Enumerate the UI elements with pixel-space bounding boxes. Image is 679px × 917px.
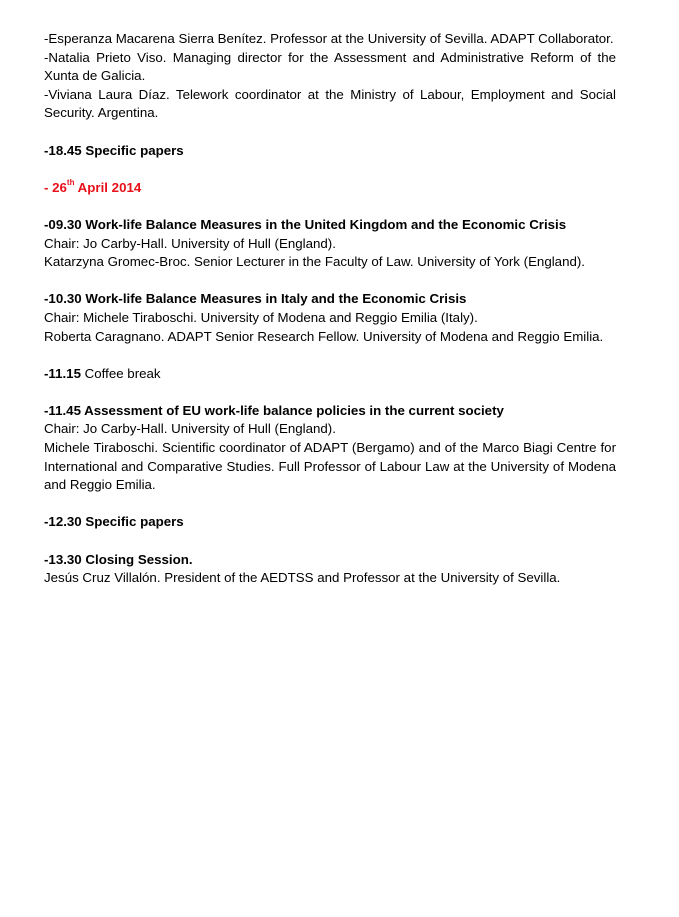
speaker-entry: -Natalia Prieto Viso. Managing director for the Assessment and Administrative Reform of the Xunta de Galicia.: [44, 49, 616, 84]
closing-session-title: -13.30 Closing Session.: [44, 551, 193, 567]
document-page: [44, 30, 616, 588]
session-speaker: Katarzyna Gromec-Broc. Senior Lecturer in the Faculty of Law. University of York (England).: [44, 254, 585, 270]
session-speaker: Michele Tiraboschi. Scientific coordinator of ADAPT (Bergamo) and of the Marco Biagi Centre for International and Comparative Studies. Full Professor of Labour Law at the University of Modena and Reggio Emilia.: [44, 440, 616, 493]
date-prefix: - 26: [44, 179, 67, 195]
session-speaker: Roberta Caragnano. ADAPT Senior Research Fellow. University of Modena and Reggio Emilia.: [44, 328, 604, 344]
date-heading: [44, 179, 616, 198]
session-chair: Chair: Jo Carby-Hall. University of Hull (England).: [44, 235, 336, 251]
speaker-entry: -Esperanza Macarena Sierra Benítez. Professor at the University of Sevilla. ADAPT Collaborator.: [44, 31, 614, 46]
closing-session-speaker: Jesús Cruz Villalón. President of the AEDTSS and Professor at the University of Sevilla.: [44, 570, 561, 586]
session-chair: Chair: Jo Carby-Hall. University of Hull (England).: [44, 421, 336, 437]
session-title: -10.30 Work-life Balance Measures in Italy and the Economic Crisis: [44, 291, 467, 307]
coffee-break-label: Coffee break: [80, 365, 161, 381]
session-title: -09.30 Work-life Balance Measures in the United Kingdom and the Economic Crisis: [44, 216, 567, 232]
date-ordinal-suffix: th: [66, 178, 75, 188]
specific-papers-heading: -18.45 Specific papers: [44, 142, 184, 158]
speaker-entry: -Viviana Laura Díaz. Telework coordinator at the Ministry of Labour, Employment and Social Security. Argentina.: [44, 86, 616, 121]
date-rest: April 2014: [74, 179, 142, 195]
coffee-break-time: -11.15: [44, 365, 81, 381]
session-title: -11.45 Assessment of EU work-life balance policies in the current society: [44, 402, 504, 418]
session-chair: Chair: Michele Tiraboschi. University of Modena and Reggio Emilia (Italy).: [44, 309, 478, 325]
specific-papers-heading: -12.30 Specific papers: [44, 514, 184, 530]
coffee-break: [44, 365, 616, 384]
